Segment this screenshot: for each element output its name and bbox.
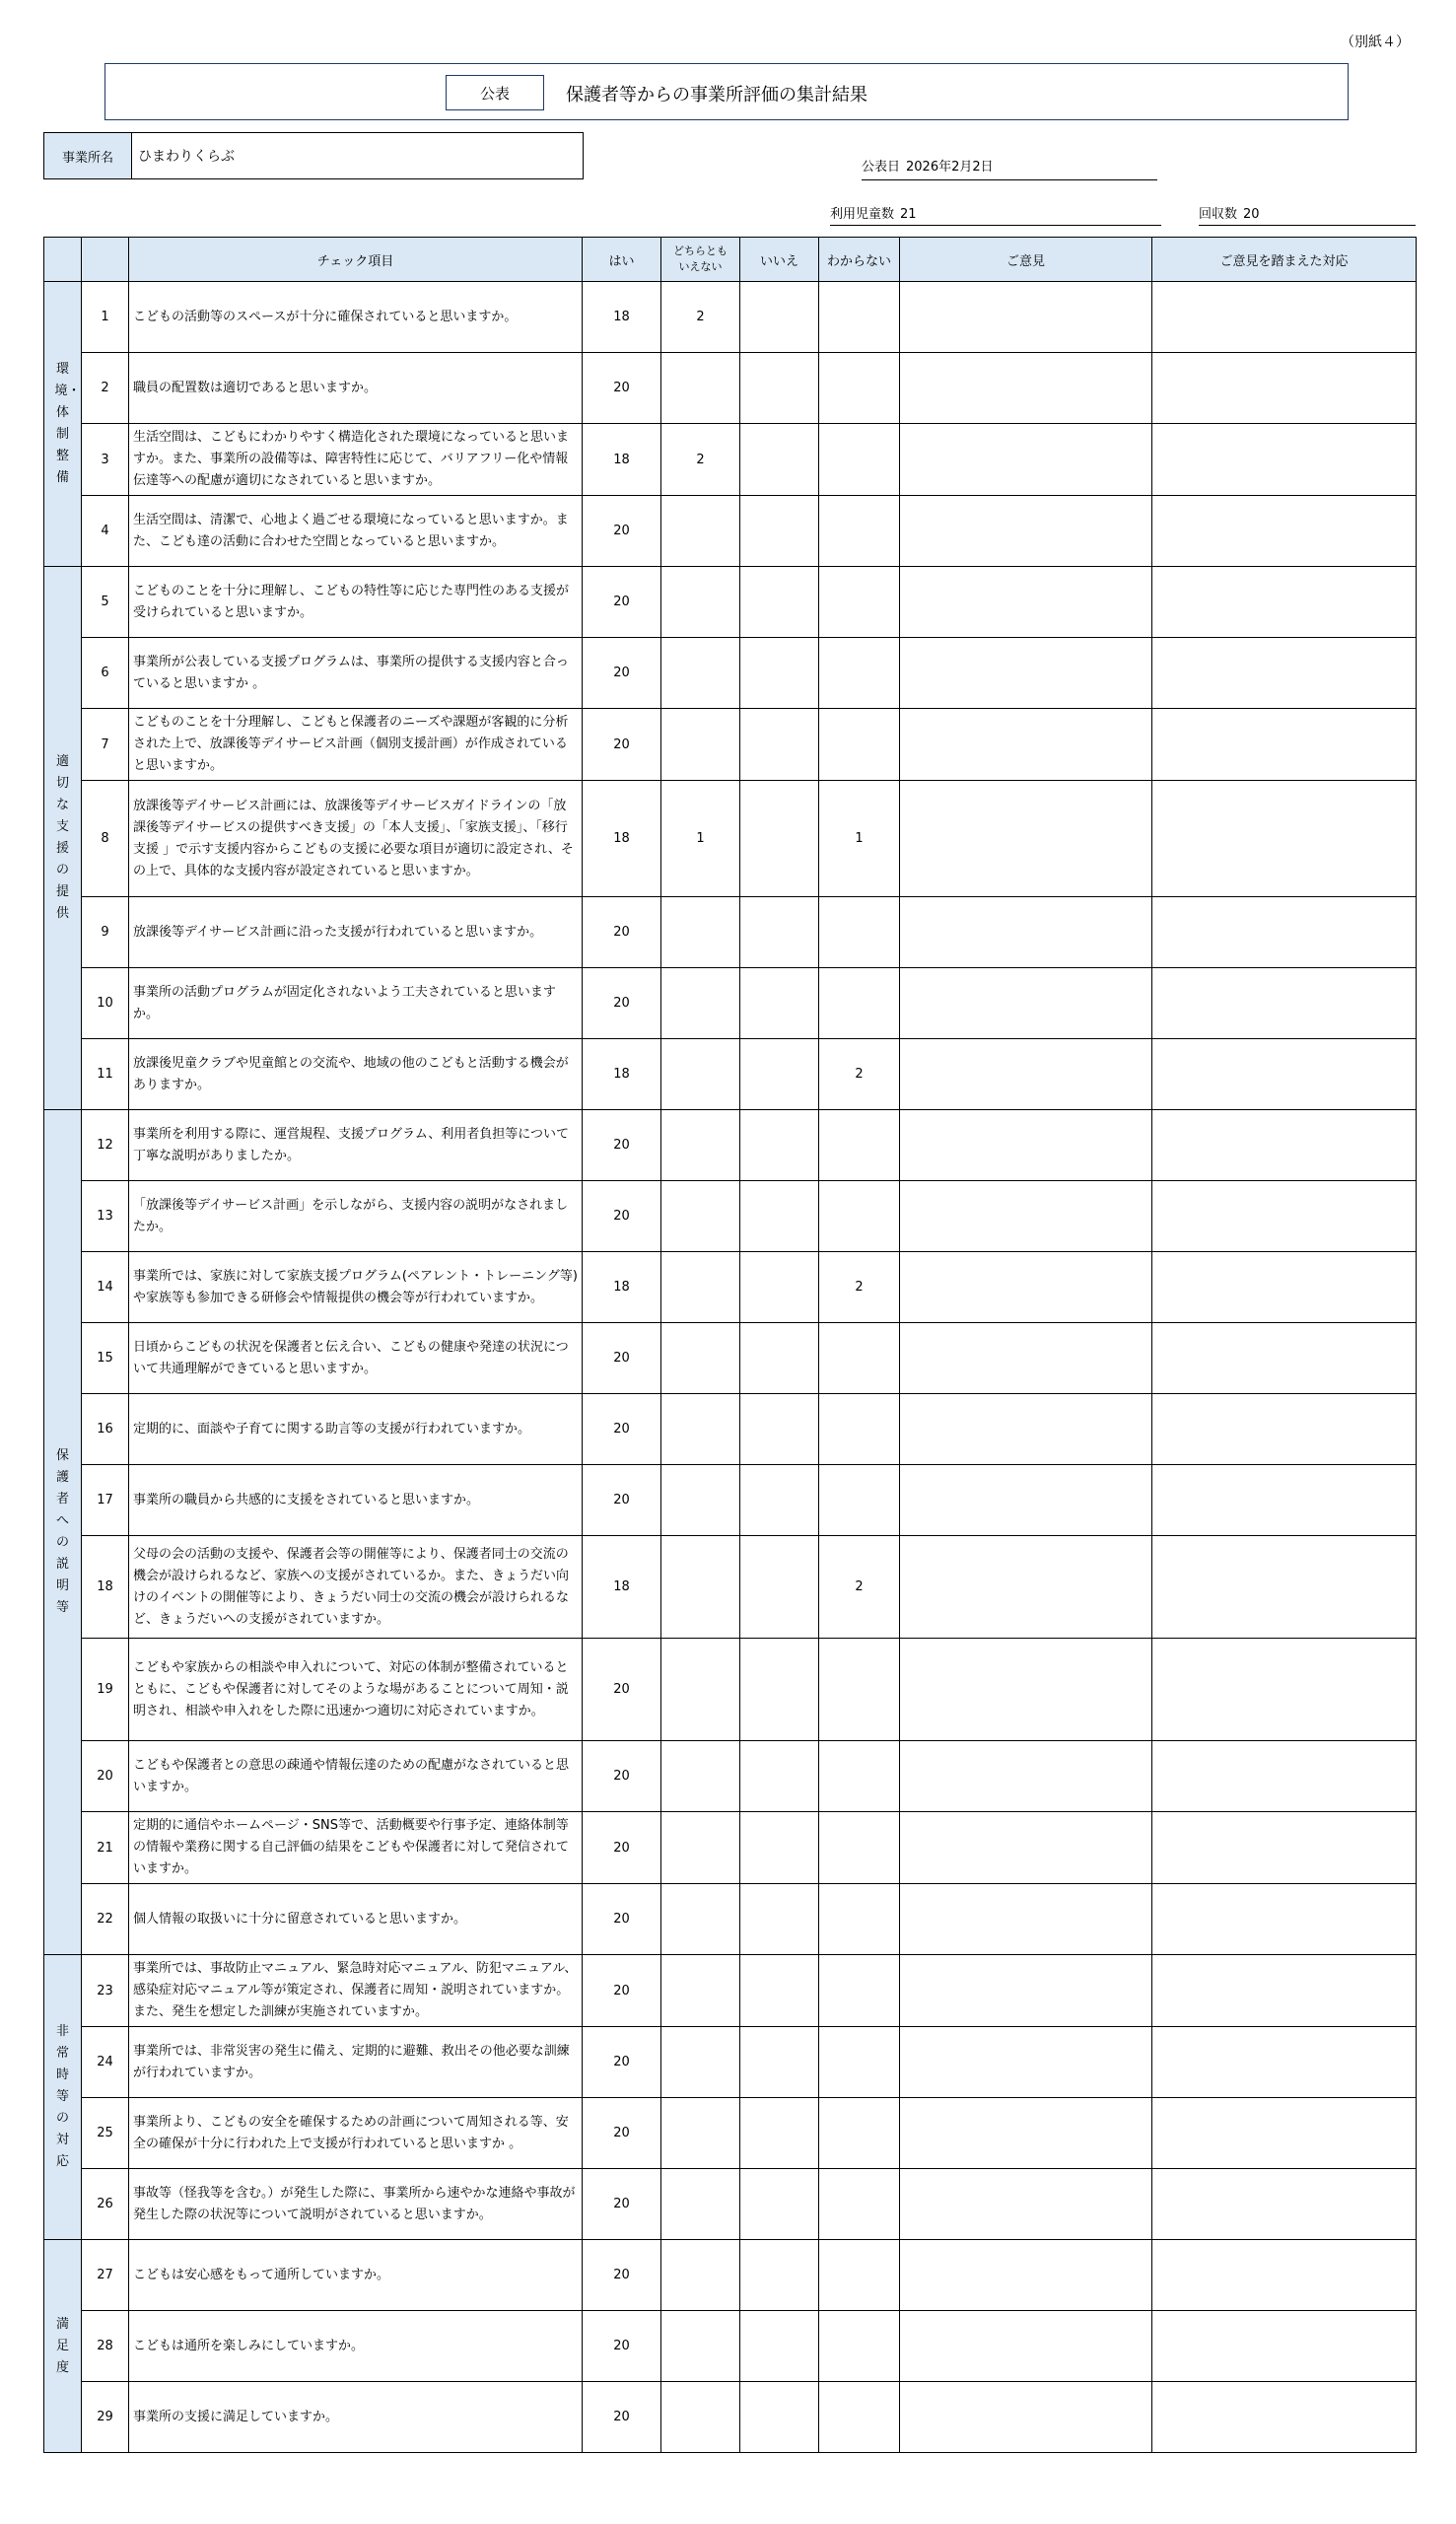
count-unknown: 2 (819, 1536, 900, 1639)
opinion-cell (900, 2169, 1152, 2240)
item-number: 25 (82, 2098, 129, 2169)
opinion-cell (900, 2311, 1152, 2382)
count-unknown (819, 353, 900, 424)
count-no (740, 1812, 819, 1884)
count-yes: 20 (583, 897, 661, 968)
check-item-text: 事業所の活動プログラムが固定化されないよう工夫されていると思いますか。 (129, 968, 583, 1039)
count-no (740, 2098, 819, 2169)
response-cell (1152, 424, 1417, 496)
check-item-text: 事業所が公表している支援プログラムは、事業所の提供する支援内容と合っていると思いますか 。 (129, 638, 583, 709)
opinion-cell (900, 709, 1152, 781)
item-number: 9 (82, 897, 129, 968)
count-no (740, 282, 819, 353)
item-number: 1 (82, 282, 129, 353)
response-cell (1152, 2311, 1417, 2382)
count-neither (661, 496, 740, 567)
opinion-cell (900, 638, 1152, 709)
count-neither (661, 2098, 740, 2169)
response-cell (1152, 968, 1417, 1039)
category-cell (44, 2240, 82, 2453)
table-row (44, 897, 1417, 968)
item-number: 26 (82, 2169, 129, 2240)
survey-results-table (43, 237, 1417, 2453)
count-yes: 20 (583, 2382, 661, 2453)
opinion-cell (900, 1323, 1152, 1394)
count-yes: 20 (583, 638, 661, 709)
table-row (44, 2098, 1417, 2169)
count-no (740, 1741, 819, 1812)
header-yes: はい (583, 238, 661, 282)
response-cell (1152, 496, 1417, 567)
count-neither (661, 709, 740, 781)
table-row (44, 2311, 1417, 2382)
count-unknown (819, 1110, 900, 1181)
count-unknown: 2 (819, 1252, 900, 1323)
table-row (44, 968, 1417, 1039)
count-yes: 20 (583, 1181, 661, 1252)
response-cell (1152, 567, 1417, 638)
count-yes: 20 (583, 1465, 661, 1536)
category-label: 保護者への説明等 (55, 1448, 69, 1615)
item-number: 16 (82, 1394, 129, 1465)
count-unknown (819, 2382, 900, 2453)
user-count-label: 利用児童数 (830, 207, 895, 222)
count-no (740, 2240, 819, 2311)
count-unknown: 2 (819, 1039, 900, 1110)
count-yes: 18 (583, 1252, 661, 1323)
count-yes: 20 (583, 353, 661, 424)
count-yes: 20 (583, 2240, 661, 2311)
table-row (44, 1252, 1417, 1323)
check-item-text: こどものことを十分に理解し、こどもの特性等に応じた専門性のある支援が受けられていると思いますか。 (129, 567, 583, 638)
count-unknown (819, 1639, 900, 1741)
check-item-text: 放課後等デイサービス計画には、放課後等デイサービスガイドラインの「放課後等デイサービスの提供すべき支援」の「本人支援」、「家族支援」、「移行支援 」で示す支援内容からこどもの支援に必要な項目が適切に設定され、その上で、具体的な支援内容が設定されていると思いますか。 (129, 781, 583, 897)
check-item-text: こどもの活動等のスペースが十分に確保されていると思いますか。 (129, 282, 583, 353)
response-cell (1152, 1955, 1417, 2027)
count-neither (661, 1110, 740, 1181)
count-unknown (819, 897, 900, 968)
table-row (44, 2240, 1417, 2311)
check-item-text: こどもは安心感をもって通所していますか。 (129, 2240, 583, 2311)
item-number: 7 (82, 709, 129, 781)
count-unknown (819, 1812, 900, 1884)
office-name: ひまわりくらぶ (138, 149, 235, 165)
response-cell (1152, 1536, 1417, 1639)
item-number: 23 (82, 1955, 129, 2027)
count-neither: 1 (661, 781, 740, 897)
publication-date-value: 2026年2月2日 (906, 160, 994, 175)
item-number: 17 (82, 1465, 129, 1536)
table-row (44, 1039, 1417, 1110)
count-yes: 20 (583, 709, 661, 781)
count-yes: 20 (583, 1884, 661, 1955)
count-unknown (819, 496, 900, 567)
opinion-cell (900, 1110, 1152, 1181)
response-cell (1152, 1323, 1417, 1394)
count-unknown (819, 2169, 900, 2240)
header-category (44, 238, 82, 282)
check-item-text: 事業所の職員から共感的に支援をされていると思いますか。 (129, 1465, 583, 1536)
item-number: 19 (82, 1639, 129, 1741)
publication-date-field (862, 156, 1157, 180)
item-number: 24 (82, 2027, 129, 2098)
response-cell (1152, 1181, 1417, 1252)
count-no (740, 424, 819, 496)
response-cell (1152, 2240, 1417, 2311)
response-cell (1152, 1884, 1417, 1955)
check-item-text: 事故等（怪我等を含む。）が発生した際に、事業所から速やかな連絡や事故が発生した際の状況等について説明がされていると思いますか。 (129, 2169, 583, 2240)
response-cell (1152, 1394, 1417, 1465)
count-no (740, 1536, 819, 1639)
item-number: 15 (82, 1323, 129, 1394)
count-neither (661, 353, 740, 424)
count-neither (661, 567, 740, 638)
table-row (44, 353, 1417, 424)
check-item-text: 事業所より、こどもの安全を確保するための計画について周知される等、安全の確保が十分に行われた上で支援が行われていると思いますか 。 (129, 2098, 583, 2169)
table-row (44, 2382, 1417, 2453)
item-number: 3 (82, 424, 129, 496)
table-row (44, 1323, 1417, 1394)
table-row (44, 709, 1417, 781)
count-neither (661, 2311, 740, 2382)
check-item-text: 事業所の支援に満足していますか。 (129, 2382, 583, 2453)
count-no (740, 1465, 819, 1536)
count-neither (661, 1812, 740, 1884)
item-number: 14 (82, 1252, 129, 1323)
table-row (44, 1110, 1417, 1181)
header-check-item: チェック項目 (129, 238, 583, 282)
count-yes: 20 (583, 2027, 661, 2098)
count-no (740, 1884, 819, 1955)
category-cell (44, 282, 82, 567)
table-row (44, 2169, 1417, 2240)
count-neither (661, 2382, 740, 2453)
response-cell (1152, 897, 1417, 968)
count-neither (661, 1741, 740, 1812)
table-row (44, 638, 1417, 709)
count-no (740, 709, 819, 781)
response-cell (1152, 353, 1417, 424)
count-unknown (819, 1465, 900, 1536)
count-no (740, 2169, 819, 2240)
category-label: 適切な支援の提供 (55, 754, 69, 921)
count-yes: 20 (583, 567, 661, 638)
count-yes: 20 (583, 2311, 661, 2382)
response-cell (1152, 1741, 1417, 1812)
count-neither (661, 2169, 740, 2240)
count-yes: 18 (583, 282, 661, 353)
opinion-cell (900, 2098, 1152, 2169)
count-yes: 20 (583, 1741, 661, 1812)
item-number: 4 (82, 496, 129, 567)
check-item-text: 個人情報の取扱いに十分に留意されていると思いますか。 (129, 1884, 583, 1955)
count-no (740, 1639, 819, 1741)
response-cell (1152, 2382, 1417, 2453)
table-row (44, 496, 1417, 567)
table-row (44, 1465, 1417, 1536)
opinion-cell (900, 1955, 1152, 2027)
user-count-value: 21 (900, 207, 917, 222)
count-yes: 18 (583, 781, 661, 897)
count-neither (661, 1955, 740, 2027)
response-cell (1152, 2098, 1417, 2169)
count-unknown (819, 567, 900, 638)
category-cell (44, 1110, 82, 1955)
response-cell (1152, 781, 1417, 897)
opinion-cell (900, 282, 1152, 353)
response-cell (1152, 1812, 1417, 1884)
item-number: 2 (82, 353, 129, 424)
category-cell (44, 1955, 82, 2240)
item-number: 13 (82, 1181, 129, 1252)
count-no (740, 638, 819, 709)
header-number (82, 238, 129, 282)
count-no (740, 1252, 819, 1323)
count-neither (661, 2240, 740, 2311)
item-number: 5 (82, 567, 129, 638)
item-number: 20 (82, 1741, 129, 1812)
count-unknown (819, 2311, 900, 2382)
opinion-cell (900, 424, 1152, 496)
check-item-text: 定期的に、面談や子育てに関する助言等の支援が行われていますか。 (129, 1394, 583, 1465)
count-yes: 20 (583, 2098, 661, 2169)
check-item-text: 事業所を利用する際に、運営規程、支援プログラム、利用者負担等について丁寧な説明がありましたか。 (129, 1110, 583, 1181)
count-yes: 20 (583, 1110, 661, 1181)
response-cell (1152, 1465, 1417, 1536)
opinion-cell (900, 496, 1152, 567)
opinion-cell (900, 2240, 1152, 2311)
count-no (740, 496, 819, 567)
count-yes: 18 (583, 424, 661, 496)
opinion-cell (900, 1812, 1152, 1884)
count-neither: 2 (661, 282, 740, 353)
opinion-cell (900, 353, 1152, 424)
response-cell (1152, 1639, 1417, 1741)
check-item-text: 事業所では、非常災害の発生に備え、定期的に避難、救出その他必要な訓練が行われていますか。 (129, 2027, 583, 2098)
opinion-cell (900, 1639, 1152, 1741)
table-row (44, 1181, 1417, 1252)
response-count-field (1199, 203, 1416, 226)
opinion-cell (900, 2027, 1152, 2098)
count-unknown (819, 709, 900, 781)
item-number: 10 (82, 968, 129, 1039)
table-row (44, 1812, 1417, 1884)
table-row (44, 1955, 1417, 2027)
header-no: いいえ (740, 238, 819, 282)
count-no (740, 781, 819, 897)
opinion-cell (900, 2382, 1152, 2453)
count-neither (661, 897, 740, 968)
table-row (44, 1394, 1417, 1465)
opinion-cell (900, 1181, 1152, 1252)
response-cell (1152, 1110, 1417, 1181)
count-no (740, 2027, 819, 2098)
table-row (44, 1741, 1417, 1812)
count-no (740, 968, 819, 1039)
check-item-text: こどもは通所を楽しみにしていますか。 (129, 2311, 583, 2382)
header-neither: どちらとも いえない (661, 238, 740, 282)
publication-date-label: 公表日 (862, 160, 901, 175)
item-number: 18 (82, 1536, 129, 1639)
office-field (43, 132, 584, 179)
opinion-cell (900, 1252, 1152, 1323)
table-row (44, 282, 1417, 353)
response-cell (1152, 2169, 1417, 2240)
count-neither (661, 1252, 740, 1323)
count-no (740, 1110, 819, 1181)
count-no (740, 897, 819, 968)
count-unknown (819, 424, 900, 496)
check-item-text: こどものことを十分理解し、こどもと保護者のニーズや課題が客観的に分析された上で、放課後等デイサービス計画（個別支援計画）が作成されていると思いますか。 (129, 709, 583, 781)
count-yes: 18 (583, 1536, 661, 1639)
response-cell (1152, 709, 1417, 781)
office-label: 事業所名 (44, 133, 132, 178)
count-neither (661, 1465, 740, 1536)
header-unknown: わからない (819, 238, 900, 282)
response-cell (1152, 1039, 1417, 1110)
check-item-text: 放課後児童クラブや児童館との交流や、地域の他のこどもと活動する機会がありますか。 (129, 1039, 583, 1110)
header-response: ご意見を踏まえた対応 (1152, 238, 1417, 282)
table-row (44, 2027, 1417, 2098)
count-no (740, 1181, 819, 1252)
opinion-cell (900, 567, 1152, 638)
count-no (740, 1039, 819, 1110)
opinion-cell (900, 968, 1152, 1039)
item-number: 27 (82, 2240, 129, 2311)
opinion-cell (900, 1536, 1152, 1639)
item-number: 29 (82, 2382, 129, 2453)
count-yes: 20 (583, 1955, 661, 2027)
opinion-cell (900, 781, 1152, 897)
count-unknown (819, 2240, 900, 2311)
item-number: 28 (82, 2311, 129, 2382)
opinion-cell (900, 1741, 1152, 1812)
count-no (740, 1394, 819, 1465)
check-item-text: 定期的に通信やホームページ・SNS等で、活動概要や行事予定、連絡体制等の情報や業務に関する自己評価の結果をこどもや保護者に対して発信されていますか。 (129, 1812, 583, 1884)
count-yes: 20 (583, 2169, 661, 2240)
count-neither (661, 1639, 740, 1741)
count-no (740, 1955, 819, 2027)
item-number: 22 (82, 1884, 129, 1955)
check-item-text: こどもや家族からの相談や申入れについて、対応の体制が整備されているとともに、こどもや保護者に対してそのような場があることについて周知・説明され、相談や申入れをした際に迅速かつ適切に対応されていますか。 (129, 1639, 583, 1741)
count-unknown (819, 1884, 900, 1955)
check-item-text: 父母の会の活動の支援や、保護者会等の開催等により、保護者同士の交流の機会が設けられるなど、家族への支援がされているか。また、きょうだい向けのイベントの開催等により、きょうだい同士の交流の機会が設けられるなど、きょうだいへの支援がされていますか。 (129, 1536, 583, 1639)
count-neither (661, 1323, 740, 1394)
count-yes: 20 (583, 1394, 661, 1465)
check-item-text: 生活空間は、清潔で、心地よく過ごせる環境になっていると思いますか。また、こども達の活動に合わせた空間となっていると思いますか。 (129, 496, 583, 567)
count-neither (661, 2027, 740, 2098)
table-row (44, 781, 1417, 897)
item-number: 21 (82, 1812, 129, 1884)
item-number: 11 (82, 1039, 129, 1110)
count-neither: 2 (661, 424, 740, 496)
item-number: 12 (82, 1110, 129, 1181)
opinion-cell (900, 1884, 1152, 1955)
response-cell (1152, 638, 1417, 709)
response-cell (1152, 282, 1417, 353)
check-item-text: 事業所では、事故防止マニュアル、緊急時対応マニュアル、防犯マニュアル、感染症対応マニュアル等が策定され、保護者に周知・説明されていますか。また、発生を想定した訓練が実施されていますか。 (129, 1955, 583, 2027)
check-item-text: 日頃からこどもの状況を保護者と伝え合い、こどもの健康や発達の状況について共通理解ができていると思いますか。 (129, 1323, 583, 1394)
count-yes: 18 (583, 1039, 661, 1110)
check-item-text: 事業所では、家族に対して家族支援プログラム(ペアレント・トレーニング等)や家族等も参加できる研修会や情報提供の機会等が行われていますか。 (129, 1252, 583, 1323)
count-unknown: 1 (819, 781, 900, 897)
annex-label: （別紙４） (1341, 35, 1410, 50)
count-no (740, 2382, 819, 2453)
count-neither (661, 1884, 740, 1955)
table-row (44, 1536, 1417, 1639)
check-item-text: 「放課後等デイサービス計画」を示しながら、支援内容の説明がなされましたか。 (129, 1181, 583, 1252)
count-yes: 20 (583, 1812, 661, 1884)
count-no (740, 1323, 819, 1394)
page-title: 保護者等からの事業所評価の集計結果 (566, 85, 867, 105)
check-item-text: 生活空間は、こどもにわかりやすく構造化された環境になっていると思いますか。また、事業所の設備等は、障害特性に応じて、バリアフリー化や情報伝達等への配慮が適切になされていると思いますか。 (129, 424, 583, 496)
count-unknown (819, 282, 900, 353)
response-count-label: 回収数 (1199, 207, 1238, 222)
count-unknown (819, 1955, 900, 2027)
response-cell (1152, 1252, 1417, 1323)
publication-badge: 公表 (446, 75, 544, 110)
count-unknown (819, 638, 900, 709)
count-no (740, 353, 819, 424)
count-yes: 20 (583, 1639, 661, 1741)
opinion-cell (900, 1465, 1152, 1536)
count-unknown (819, 2027, 900, 2098)
count-no (740, 567, 819, 638)
header-opinion: ご意見 (900, 238, 1152, 282)
item-number: 6 (82, 638, 129, 709)
check-item-text: 職員の配置数は適切であると思いますか。 (129, 353, 583, 424)
count-neither (661, 1181, 740, 1252)
category-cell (44, 567, 82, 1110)
count-unknown (819, 1394, 900, 1465)
item-number: 8 (82, 781, 129, 897)
count-neither (661, 1394, 740, 1465)
count-neither (661, 638, 740, 709)
table-row (44, 1884, 1417, 1955)
table-body (44, 282, 1417, 2453)
table-row (44, 1639, 1417, 1741)
count-neither (661, 1039, 740, 1110)
count-no (740, 2311, 819, 2382)
user-count-field (830, 203, 1161, 226)
count-unknown (819, 2098, 900, 2169)
table-row (44, 567, 1417, 638)
count-unknown (819, 1741, 900, 1812)
count-yes: 20 (583, 968, 661, 1039)
count-neither (661, 968, 740, 1039)
response-count-value: 20 (1243, 207, 1260, 222)
check-item-text: 放課後等デイサービス計画に沿った支援が行われていると思いますか。 (129, 897, 583, 968)
count-unknown (819, 1181, 900, 1252)
opinion-cell (900, 897, 1152, 968)
opinion-cell (900, 1394, 1152, 1465)
category-label: 非常時等の対応 (55, 2024, 69, 2169)
category-label: 環境・体制整備 (54, 362, 81, 485)
count-neither (661, 1536, 740, 1639)
table-row (44, 424, 1417, 496)
check-item-text: こどもや保護者との意思の疎通や情報伝達のための配慮がなされていると思いますか。 (129, 1741, 583, 1812)
opinion-cell (900, 1039, 1152, 1110)
count-unknown (819, 968, 900, 1039)
count-yes: 20 (583, 496, 661, 567)
count-yes: 20 (583, 1323, 661, 1394)
table-header-row (44, 238, 1417, 282)
count-unknown (819, 1323, 900, 1394)
response-cell (1152, 2027, 1417, 2098)
category-label: 満足度 (55, 2316, 69, 2375)
